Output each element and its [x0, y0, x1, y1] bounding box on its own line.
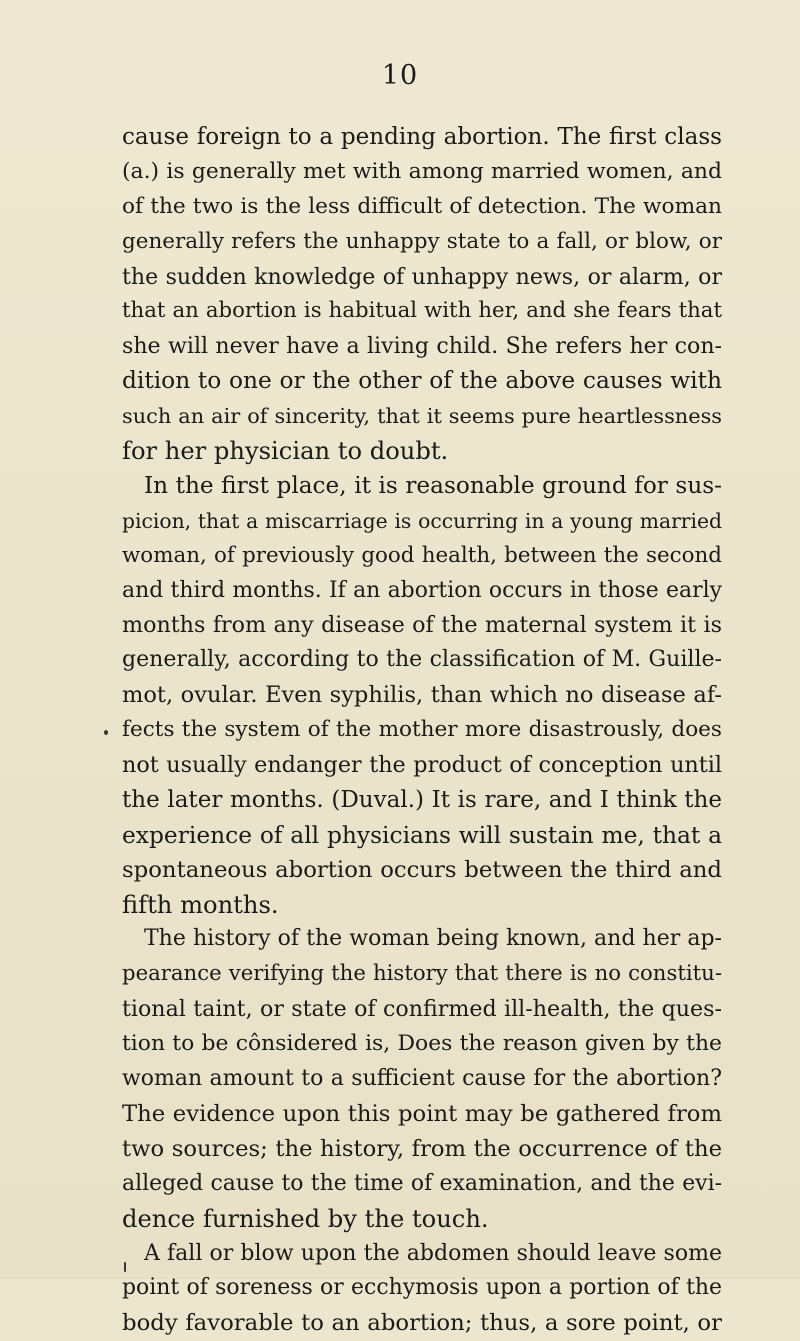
text-line: that an abortion is habitual with her, and she fears that: [122, 294, 722, 329]
text-line: spontaneous abortion occurs between the third and: [122, 853, 722, 888]
text-line: A fall or blow upon the abdomen should leave some: [122, 1237, 722, 1272]
text-line: picion, that a miscarriage is occurring in a young married: [122, 504, 722, 539]
text-line: dition to one or the other of the above causes with: [122, 364, 722, 399]
text-line: not usually endanger the product of conception until: [122, 748, 722, 783]
text-line: alleged cause to the time of examination, and the evi-: [122, 1167, 722, 1202]
text-line: The history of the woman being known, and her ap-: [122, 922, 722, 957]
text-line: body favorable to an abortion; thus, a sore point, or: [122, 1306, 722, 1341]
text-line: point of soreness or ecchymosis upon a portion of the: [122, 1271, 722, 1306]
text-line: the sudden knowledge of unhappy news, or alarm, or: [122, 260, 722, 295]
text-line: of the two is the less difficult of detection. The woman: [122, 190, 722, 225]
text-line: dence furnished by the touch.: [122, 1202, 722, 1237]
text-line: pearance verifying the history that there is no constitu-: [122, 957, 722, 992]
text-line: fifth months.: [122, 888, 722, 923]
text-line: for her physician to doubt.: [122, 434, 722, 469]
body-text: [122, 120, 722, 1341]
page-number: 10: [0, 60, 800, 91]
paragraph-3: [122, 922, 722, 1236]
text-line: tional taint, or state of confirmed ill-health, the ques-: [122, 992, 722, 1027]
text-line: woman, of previously good health, between the second: [122, 539, 722, 574]
text-line: In the first place, it is reasonable ground for sus-: [122, 469, 722, 504]
text-line: woman amount to a sufficient cause for the abortion?: [122, 1062, 722, 1097]
text-line: two sources; the history, from the occurrence of the: [122, 1132, 722, 1167]
text-line: fects the system of the mother more disastrously, does: [122, 713, 722, 748]
text-line: generally refers the unhappy state to a fall, or blow, or: [122, 225, 722, 260]
paragraph-4: [122, 1237, 722, 1341]
ink-speck: [124, 1262, 126, 1272]
text-line: and third months. If an abortion occurs in those early: [122, 574, 722, 609]
text-line: the later months. (Duval.) It is rare, and I think the: [122, 783, 722, 818]
text-line: months from any disease of the maternal system it is: [122, 608, 722, 643]
text-line: she will never have a living child. She refers her con-: [122, 329, 722, 364]
text-line: The evidence upon this point may be gathered from: [122, 1097, 722, 1132]
text-line: experience of all physicians will sustain me, that a: [122, 818, 722, 853]
paragraph-1: [122, 120, 722, 469]
text-line: tion to be cônsidered is, Does the reason given by the: [122, 1027, 722, 1062]
text-line: mot, ovular. Even syphilis, than which no disease af-: [122, 678, 722, 713]
text-line: (a.) is generally met with among married women, and: [122, 155, 722, 190]
text-line: such an air of sincerity, that it seems pure heartlessness: [122, 399, 722, 434]
paragraph-2: [122, 469, 722, 923]
ink-speck: [104, 730, 108, 735]
text-line: generally, according to the classification of M. Guille-: [122, 643, 722, 678]
text-line: cause foreign to a pending abortion. The first class: [122, 120, 722, 155]
